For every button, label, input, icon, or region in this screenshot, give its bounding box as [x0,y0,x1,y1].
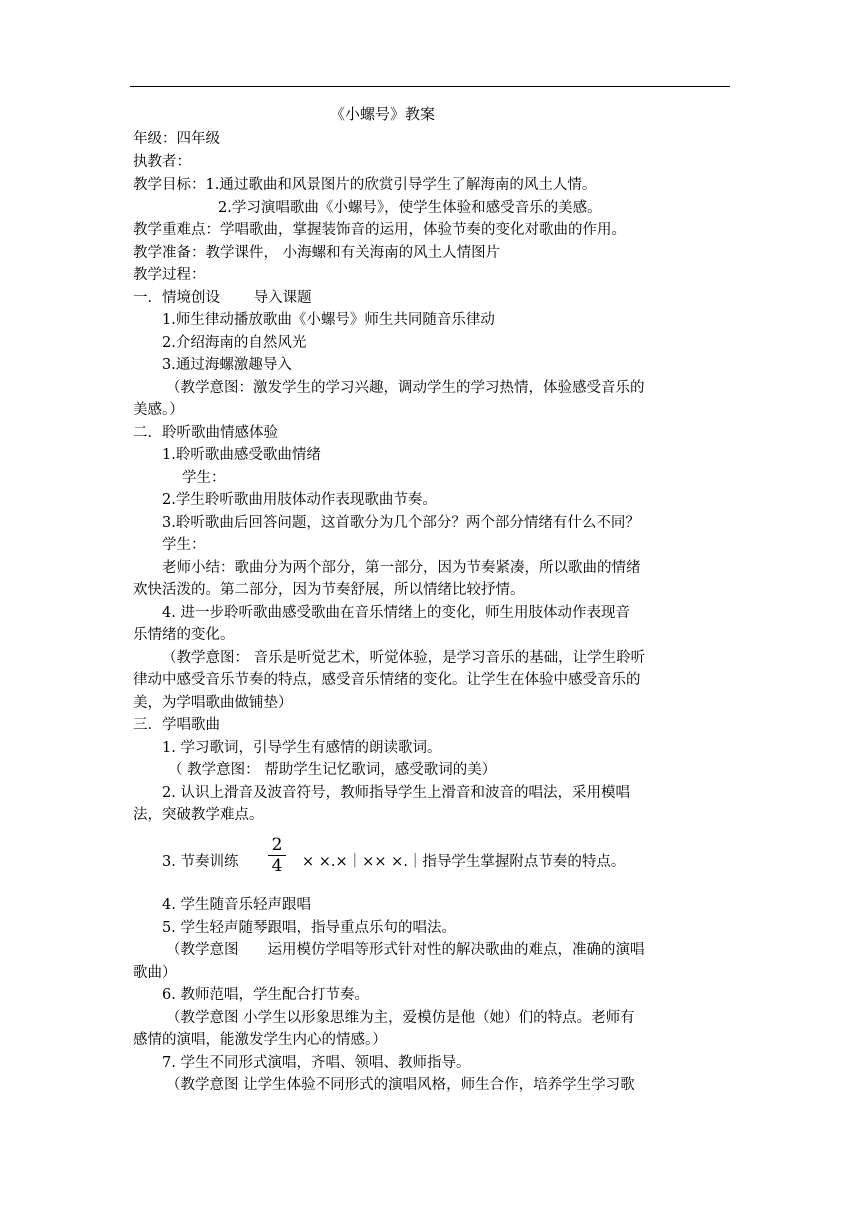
section-1-intent-b: 美感。） [133,402,184,418]
section-2-student-1: 学生： [182,470,226,486]
section-3-intent-3-b: 感情的演唱，能激发学生内心的情感。） [133,1032,387,1048]
section-2-step-2: 2.学生聆听歌曲用肢体动作表现歌曲节奏。 [162,492,437,508]
section-2-step-4-b: 乐情绪的变化。 [133,627,235,643]
key-points: 教学重难点：学唱歌曲，掌握装饰音的运用，体验节奏的变化对歌曲的作用。 [133,222,626,238]
section-2-student-2: 学生： [162,537,206,553]
time-signature [266,835,288,876]
section-3-heading: 三．学唱歌曲 [133,717,220,733]
grade-line: 年级：四年级 [133,131,220,147]
section-3-step-6: 6. 教师范唱，学生配合打节奏。 [162,987,369,1003]
goal-1: 教学目标：1.通过歌曲和风景图片的欣赏引导学生了解海南的风土人情。 [133,177,597,193]
goal-2: 2.学习演唱歌曲《小螺号》，使学生体验和感受音乐的美感。 [218,200,602,216]
section-3-step-3-label: 3. 节奏训练 [162,854,239,870]
section-3-rhythm: × ×.×｜×× ×.｜指导学生掌握附点节奏的特点。 [302,854,626,870]
section-1-intent-a: （教学意图：激发学生的学习兴趣，调动学生的学习热情，体验感受音乐的 [166,380,645,396]
section-1-step-3: 3.通过海螺激趣导入 [162,357,292,373]
section-1-step-2: 2.介绍海南的自然风光 [162,335,307,351]
section-1-step-1: 1.师生律动播放歌曲《小螺号》师生共同随音乐律动 [162,312,495,328]
time-signature-bottom: 4 [271,856,283,876]
section-3-step-5: 5. 学生轻声随琴跟唱，指导重点乐句的唱法。 [162,920,456,936]
section-2-step-3: 3.聆听歌曲后回答问题，这首歌分为几个部分？两个部分情绪有什么不同？ [162,515,640,531]
section-3-intent-2-a: （教学意图 运用模仿学唱等形式针对性的解决歌曲的难点，准确的演唱 [166,942,645,958]
section-2-intent-c: 美，为学唱歌曲做铺垫） [133,695,293,711]
section-2-step-4-a: 4. 进一步聆听歌曲感受歌曲在音乐情绪上的变化，师生用肢体动作表现音 [162,605,630,621]
section-3-step-1: 1. 学习歌词，引导学生有感情的朗读歌词。 [162,740,442,756]
section-3-intent-1: （ 教学意图： 帮助学生记忆歌词，感受歌词的美） [168,762,497,778]
section-3-intent-2-b: 歌曲） [133,965,177,981]
section-3-step-7: 7. 学生不同形式演唱，齐唱、领唱、教师指导。 [162,1055,471,1071]
section-3-intent-3-a: （教学意图 小学生以形象思维为主，爱模仿是他（她）们的特点。老师有 [166,1010,635,1026]
section-2-summary-b: 欢快活泼的。第二部分，因为节奏舒展，所以情绪比较抒情。 [133,582,525,598]
preparation: 教学准备：教学课件， 小海螺和有关海南的风土人情图片 [133,245,501,261]
section-1-heading: 一．情境创设 导入课题 [133,290,312,306]
section-2-summary-a: 老师小结：歌曲分为两个部分，第一部分，因为节奏紧凑，所以歌曲的情绪 [162,560,641,576]
header-rule [130,86,730,87]
section-2-heading: 二．聆听歌曲情感体验 [133,425,278,441]
section-2-step-1: 1.聆听歌曲感受歌曲情绪 [162,447,321,463]
time-signature-top: 2 [271,835,283,855]
page-title: 《小螺号》教案 [330,105,436,123]
section-3-step-4: 4. 学生随音乐轻声跟唱 [162,897,311,913]
teacher-line: 执教者： [133,154,191,170]
section-3-step-2-a: 2. 认识上滑音及波音符号，教师指导学生上滑音和波音的唱法，采用模唱 [162,785,630,801]
section-2-intent-a: （教学意图： 音乐是听觉艺术，听觉体验，是学习音乐的基础，让学生聆听 [162,650,646,666]
section-3-intent-4-a: （教学意图 让学生体验不同形式的演唱风格，师生合作，培养学生学习歌 [166,1077,635,1093]
section-2-intent-b: 律动中感受音乐节奏的特点，感受音乐情绪的变化。让学生在体验中感受音乐的 [133,672,641,688]
process-heading: 教学过程： [133,267,206,283]
section-3-step-2-b: 法，突破教学难点。 [133,807,264,823]
